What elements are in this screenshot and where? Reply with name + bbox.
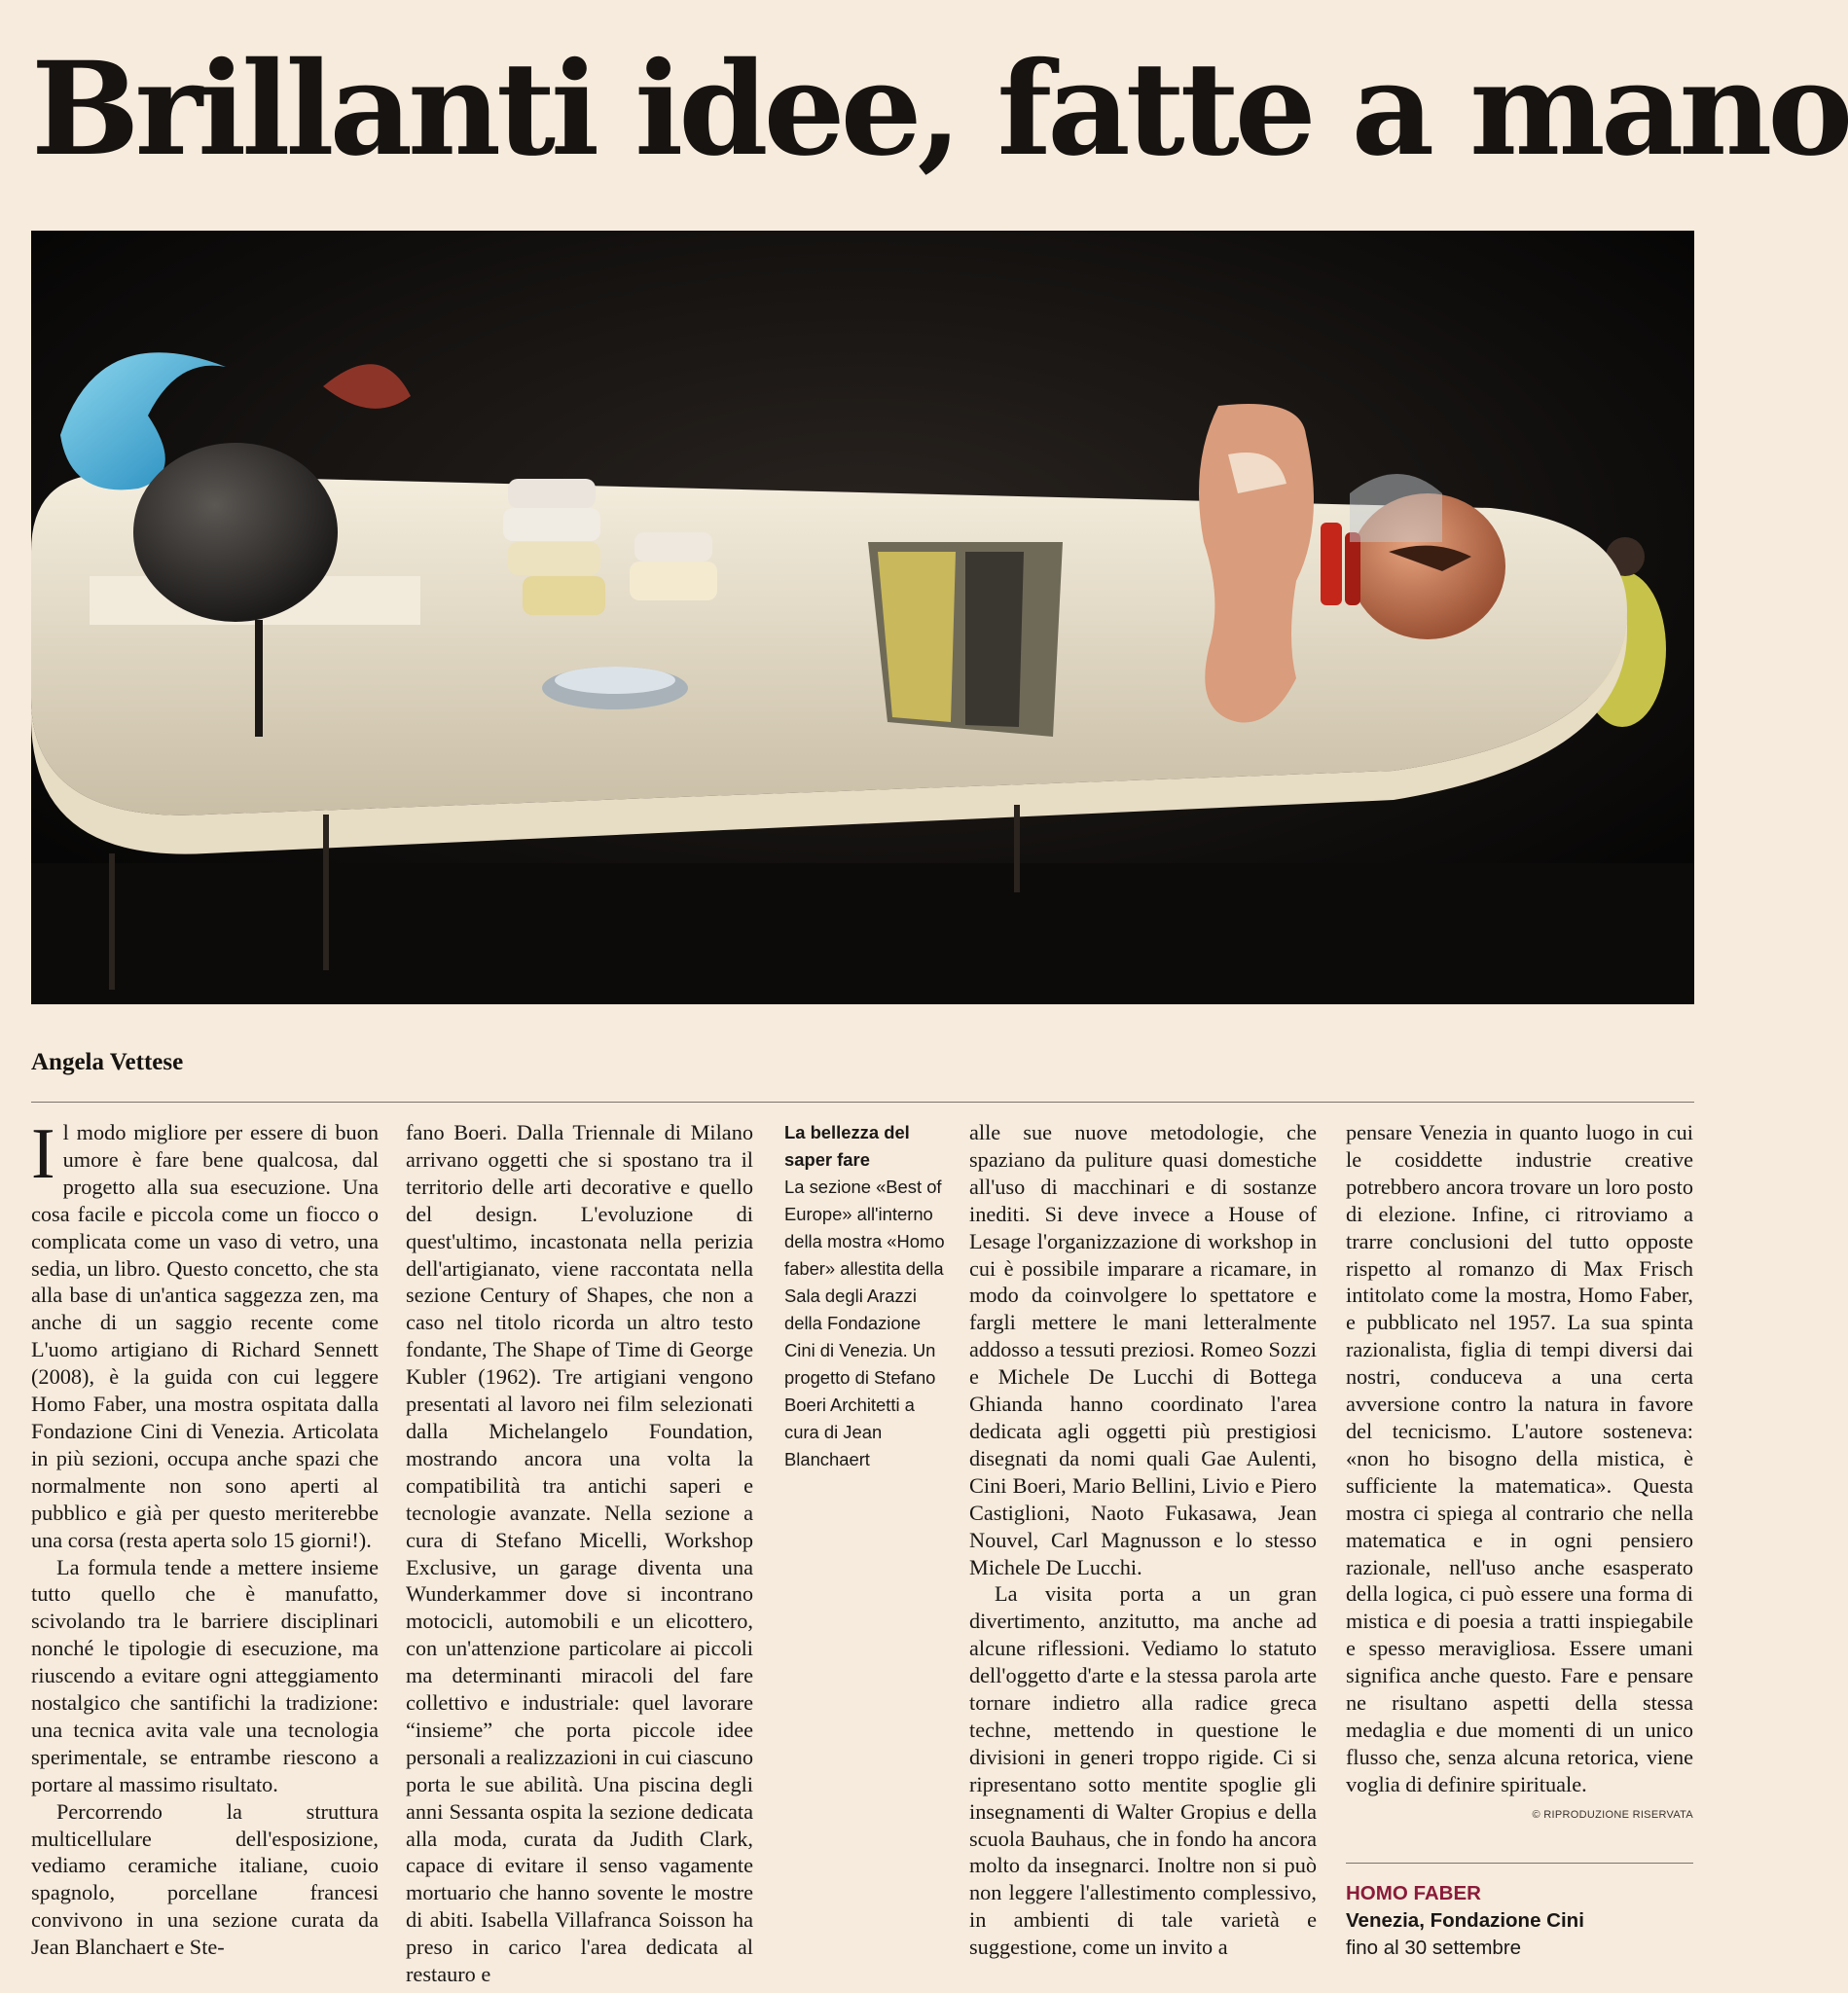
article-column-1: [31, 1114, 379, 1961]
article-column-4: [969, 1119, 1317, 1961]
infobox-divider: [1346, 1863, 1693, 1864]
caption-title: La bellezza del saper fare: [784, 1122, 910, 1170]
exhibition-venue: Venezia, Fondazione Cini: [1346, 1909, 1584, 1932]
exhibition-title: HOMO FABER: [1346, 1882, 1481, 1904]
exhibition-photo: [31, 231, 1694, 1004]
byline: Angela Vettese: [31, 1049, 184, 1075]
article-column-2: [406, 1119, 753, 1987]
article-paragraph: La visita porta a un gran divertimento, anzitutto, ma anche ad alcune riflessioni. Vediamo lo statuto dell'oggetto d'arte e la stessa parola arte tornare indietro alla radice greca techne, mettendo in questione le divisioni in generi troppo rigide. Ci si ripresentano sotto mentite spoglie gli insegnamenti di Walter Gropius e della scuola Bauhaus, che in fondo ha ancora molto da insegnarci. Inoltre non si può non leggere l'allestimento complessivo, in ambienti di tale varietà e suggestione, come un invito a: [969, 1581, 1317, 1960]
article-paragraph: Percorrendo la struttura multicellulare dell'esposizione, vediamo ceramiche italiane, cuoio spagnolo, porcellane francesi convivono in una sezione curata da Jean Blanchaert e Ste-: [31, 1798, 379, 1960]
exhibition-dates: fino al 30 settembre: [1346, 1937, 1522, 1959]
photo-caption: [784, 1119, 950, 1473]
article-paragraph: pensare Venezia in quanto luogo in cui le cosiddette industrie creative potrebbero ancora trovare un loro posto di elezione. Infine, ci ritroviamo a trarre conclusioni del tutto opposte rispetto al romanzo di Max Frisch intitolato come la mostra, Homo Faber, e pubblicato nel 1957. La sua spinta razionalista, figlia di tempi diversi dai nostri, conduceva a una certa avversione contro la natura in favore del tecnicismo. L'autore sosteneva: «non ho bisogno della mistica, è sufficiente la matematica». Questa mostra ci spiega al contrario che nella matematica e in ogni pensiero razionale, nell'uso anche esasperato della logica, ci può essere una forma di mistica e di poesia a tratti inspiegabile e spesso meravigliosa. Essere umani significa anche questo. Fare e pensare ne risultano aspetti della stessa medaglia e due momenti di un unico flusso che, senza alcuna retorica, viene voglia di definire spirituale.: [1346, 1120, 1693, 1796]
caption-text: La sezione «Best of Europe» all'interno della mostra «Homo faber» allestita della Sala degli Arazzi della Fondazione Cini di Venezia. Un progetto di Stefano Boeri Architetti a cura di Jean Blanchaert: [784, 1177, 945, 1469]
article-paragraph: alle sue nuove metodologie, che spaziano da puliture quasi domestiche all'uso di macchinari e di sostanze inediti. Si deve invece a House of Lesage l'organizzazione di workshop in cui è possibile imparare a ricamare, in modo da coinvolgere lo spettatore e fargli mettere le mani letteralmente addosso a tessuti preziosi. Romeo Sozzi e Michele De Lucchi di Bottega Ghianda hanno coordinato l'area dedicata agli oggetti più prestigiosi disegnati da nomi quali Gae Aulenti, Cini Boeri, Mario Bellini, Livio e Piero Castiglioni, Naoto Fukasawa, Jean Nouvel, Carl Magnusson e lo stesso Michele De Lucchi.: [969, 1120, 1317, 1579]
drop-cap: I: [31, 1114, 55, 1194]
article-paragraph: [31, 1114, 379, 1554]
article-paragraph: fano Boeri. Dalla Triennale di Milano arrivano oggetti che si spostano tra il territorio delle arti decorative e quello del design. L'evoluzione di quest'ultimo, incastonata nella perizia dell'artigianato, viene raccontata nella sezione Century of Shapes, che non a caso nel titolo ricorda un altro testo fondante, The Shape of Time di George Kubler (1962). Tre artigiani vengono presentati al lavoro nei film selezionati dalla Michelangelo Foundation, mostrando ancora una volta la compatibilità tra antichi saperi e tecnologie avanzate. Nella sezione a cura di Stefano Micelli, Workshop Exclusive, un garage diventa una Wunderkammer dove si incontrano motocicli, automobili e un elicottero, con un'attenzione particolare ai piccoli ma determinanti miracoli del fare collettivo e industriale: quel lavorare “insieme” che porta piccole idee personali a realizzazioni in cui ciascuno porta le sue abilità. Una piscina degli anni Sessanta ospita la sezione dedicata alla moda, curata da Judith Clark, capace di evitare il senso vagamente mortuario che hanno sovente le mostre di abiti. Isabella Villafranca Soisson ha preso in carico l'area dedicata al restauro e: [406, 1120, 753, 1987]
headline: Brillanti idee, fatte a mano: [31, 34, 1848, 185]
article-column-5: [1346, 1119, 1693, 1800]
copyright-note: © RIPRODUZIONE RISERVATA: [1532, 1809, 1693, 1821]
article-paragraph: La formula tende a mettere insieme tutto quello che è manufatto, scivolando tra le barriere disciplinari nonché le tipologie di esecuzione, ma riuscendo a evitare ogni atteggiamento nostalgico che santifichi la tradizione: una tecnica avita vale una tecnologia sperimentale, se entrambe riescono a portare al massimo risultato.: [31, 1554, 379, 1796]
divider: [31, 1102, 1694, 1103]
article-paragraph-text: l modo migliore per essere di buon umore è fare bene qualcosa, dal progetto alla sua esecuzione. Una cosa facile e piccola come un fiocco o complicata come un vaso di vetro, una sedia, un libro. Questo concetto, che sta alla base di un'antica saggezza zen, ma anche di un saggio recente come L'uomo artigiano di Richard Sennett (2008), è la guida con cui leggere Homo Faber, una mostra ospitata dalla Fondazione Cini di Venezia. Articolata in più sezioni, occupa anche spazi che normalmente non sono aperti al pubblico e già per questo meriterebbe una corsa (resta aperta solo 15 giorni!).: [31, 1120, 379, 1552]
exhibition-photo-illustration: [31, 231, 1694, 1004]
exhibition-infobox: [1346, 1880, 1693, 1962]
